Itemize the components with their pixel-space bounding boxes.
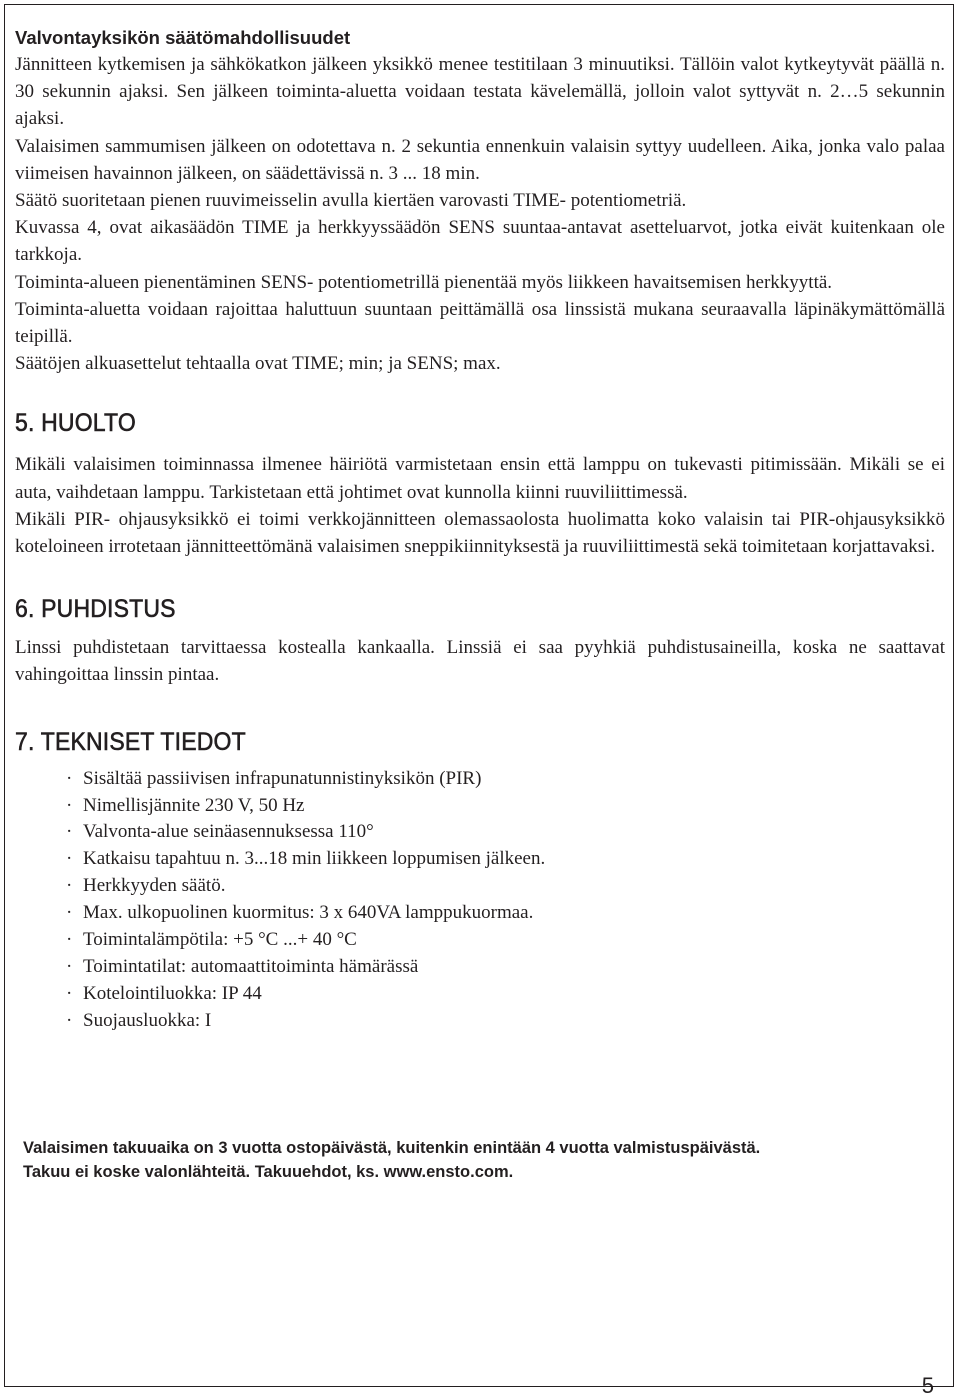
bullet-dot: · [66,848,73,870]
bullet-dot: · [66,956,73,977]
list-item-text: Valvonta-alue seinäasennuksessa 110° [83,821,374,843]
bullet-dot: · [66,767,73,789]
paragraph: Toiminta-alueen pienentäminen SENS- potentiometrillä pienentää myös liikkeen havaitsemisen herkkyyttä. [15,271,833,293]
list-item [66,793,945,820]
bullet-dot: · [66,875,73,897]
page-number: 5 [921,1373,934,1398]
technical-data-heading: 7. TEKNISET TIEDOT [15,727,246,756]
list-item-text: Toimintalämpötila: +5 °C ...+ 40 °C [83,929,357,951]
list-item [66,900,945,927]
list-item [66,1008,945,1035]
warranty-line: Takuu ei koske valonlähteitä. Takuuehdot, ks. www.ensto.com. [23,1162,514,1181]
list-item-text: Herkkyyden säätö. [83,875,226,897]
paragraph: Jännitteen kytkemisen ja sähkökatkon jälkeen yksikkö menee testitilaan 3 minuutiksi. Tällöin valot kytkeytyvät päällä n. 30 sekunnin ajaksi. Sen jälkeen toiminta-aluetta voidaan testata kävelemällä, jolloin valot syttyvät n. 2…5 sekunnin ajaksi. [15,54,945,130]
bullet-dot: · [66,821,73,843]
adjustments-title: Valvontayksikön säätömahdollisuudet [15,27,351,48]
cleaning-heading: 6. PUHDISTUS [15,595,176,624]
list-item [66,981,945,1008]
list-item [66,927,945,954]
section-cleaning [15,594,945,688]
list-item-text: Nimellisjännite 230 V, 50 Hz [83,794,305,816]
list-item-text: Kotelointiluokka: IP 44 [83,982,262,1004]
paragraph: Mikäli PIR- ohjausyksikkö ei toimi verkkojännitteen olemassaolosta huolimatta koko valaisin tai PIR-ohjausyksikkö koteloineen irrotetaan jännitteettömänä valaisimen sneppikiinnityksestä ja ruuviliittimestä sekä toimitetaan korjattavaksi. [15,508,945,558]
technical-data-list [15,766,945,1035]
bullet-dot: · [66,1009,73,1031]
paragraph: Mikäli valaisimen toiminnassa ilmenee häiriötä varmistetaan ensin että lamppu on tukevasti pitimissään. Mikäli se ei auta, vaihdetaan lamppu. Tarkistetaan että johtimet ovat kunnolla kiinni ruuviliittimessä. [15,454,945,503]
adjustments-text [15,51,945,377]
list-item-text: Katkaisu tapahtuu n. 3...18 min liikkeen loppumisen jälkeen. [83,848,546,870]
section-technical-data [15,727,945,1035]
bullet-dot: · [66,902,73,924]
list-item-text: Toimintatilat: automaattitoiminta hämärässä [83,956,419,977]
bullet-dot: · [66,794,73,816]
document-body [15,24,945,1035]
paragraph: Toiminta-aluetta voidaan rajoittaa haluttuun suuntaan peittämällä osa linssistä mukana seuraavalla läpinäkymättömällä teipillä. [15,298,945,348]
cleaning-text [15,634,945,688]
bullet-dot: · [66,982,73,1004]
list-item [66,954,945,981]
maintenance-text [15,451,945,560]
warranty-notice [23,1137,943,1184]
list-item-text: Suojausluokka: I [83,1009,212,1031]
list-item [66,873,945,900]
section-maintenance [15,408,945,560]
list-item [66,766,945,793]
list-item-text: Max. ulkopuolinen kuormitus: 3 x 640VA lamppukuormaa. [83,902,534,924]
paragraph: Kuvassa 4, ovat aikasäädön TIME ja herkkyyssäädön SENS suuntaa-antavat asetteluarvot, jotka eivät kuitenkaan ole tarkkoja. [15,217,945,266]
list-item-text: Sisältää passiivisen infrapunatunnistinyksikön (PIR) [83,767,482,789]
maintenance-heading: 5. HUOLTO [15,409,136,438]
list-item [66,819,945,846]
warranty-line: Valaisimen takuuaika on 3 vuotta ostopäivästä, kuitenkin enintään 4 vuotta valmistuspäivästä. [23,1139,761,1157]
section-adjustments [15,24,945,377]
bullet-dot: · [66,929,73,951]
list-item [66,846,945,873]
paragraph: Säätöjen alkuasettelut tehtaalla ovat TIME; min; ja SENS; max. [15,353,501,375]
paragraph: Säätö suoritetaan pienen ruuvimeisselin avulla kiertäen varovasti TIME- potentiometriä. [15,190,687,212]
paragraph: Valaisimen sammumisen jälkeen on odotettava n. 2 sekuntia ennenkuin valaisin syttyy uudelleen. Aika, jonka valo palaa viimeisen havainnon jälkeen, on säädettävissä n. 3 ... 18 min. [15,135,945,184]
paragraph: Linssi puhdistetaan tarvittaessa kostealla kankaalla. Linssiä ei saa pyyhkiä puhdistusaineilla, koska ne saattavat vahingoittaa linssin pintaa. [15,637,945,686]
